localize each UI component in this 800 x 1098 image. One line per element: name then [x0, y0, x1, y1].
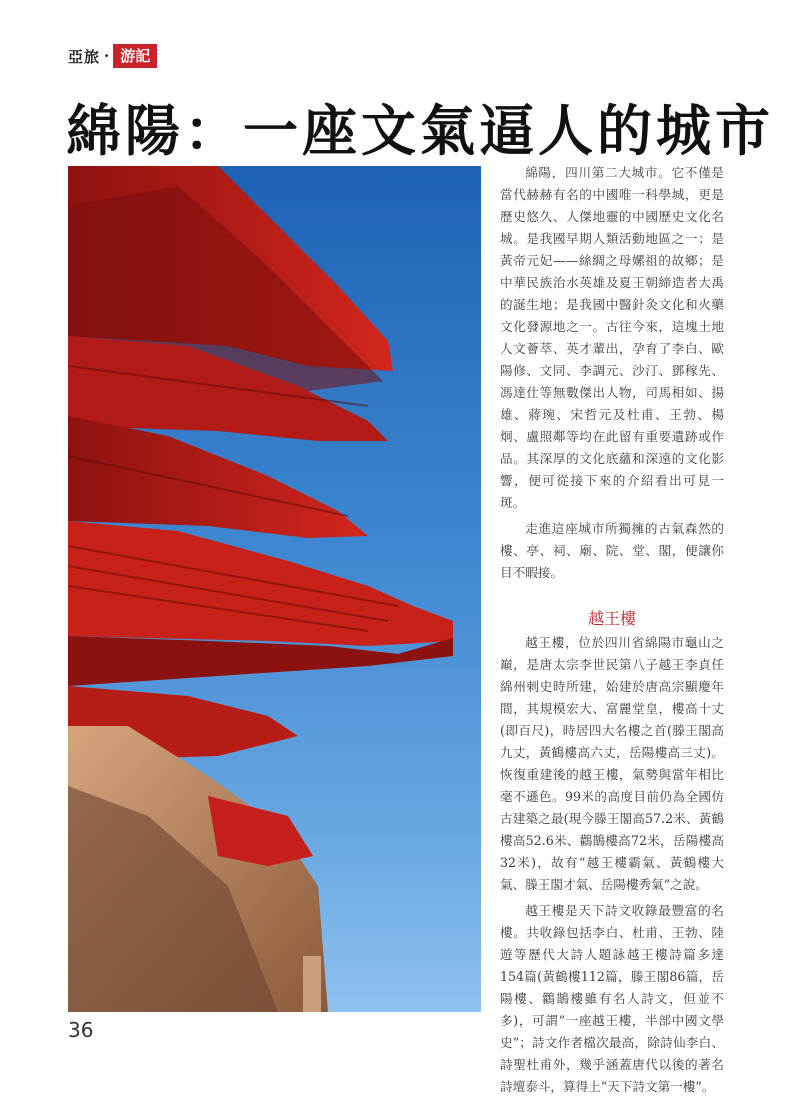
- article-title: 綿陽：一座文氣逼人的城市: [66, 98, 775, 163]
- page-header: [68, 44, 157, 68]
- section-paragraph: 越王樓，位於四川省綿陽市龜山之巔，是唐太宗李世民第八子越王李貞任綿州刺史時所建，始建於唐高宗顯慶年間，其規模宏大、富麗堂皇，樓高十丈(即百尺)，時居四大名樓之首(滕王閣高九丈，黃鶴樓高六丈，岳陽樓高三丈)。恢復重建後的越王樓，氣勢與當年相比毫不遜色。99米的高度目前仍為全國仿古建築之最(現今滕王閣高57.2米、黃鶴樓高52.6米、鸛鵲樓高72米，岳陽樓高32米)，故有“越王樓霸氣、黃鶴樓大氣、滕王閣才氣、岳陽樓秀氣”之說。: [500, 635, 724, 892]
- tower-photo: [68, 166, 481, 1012]
- section-tag: 游記: [113, 44, 157, 68]
- intro-paragraph: 綿陽，四川第二大城市。它不僅是當代赫赫有名的中國唯一科學城，更是歷史悠久、人傑地靈的中國歷史文化名城。是我國早期人類活動地區之一；是黃帝元妃——絲綢之母嫘祖的故鄉；是中華民族治水英雄及夏王朝締造者大禹的誕生地；是我國中醫針灸文化和火藥文化發源地之一。古往今來，這塊土地人文薈萃、英才輩出，孕育了李白、歐陽修、文同、李調元、沙汀、鄧稼先、馮達仕等無數傑出人物，司馬相如、揚雄、蔣琬、宋哲元及杜甫、王勃、楊炯、盧照鄰等均在此留有重要遺跡或作品。其深厚的文化底蘊和深遠的文化影響，便可從接下來的介紹看出可見一斑。: [500, 165, 724, 510]
- section-subhead: 越王樓: [587, 609, 636, 628]
- section-paragraph: 越王樓是天下詩文收錄最豐富的名樓。共收錄包括李白、杜甫、王勃、陸遊等歷代大詩人題詠越王樓詩篇多達154篇(黃鶴樓112篇，滕王閣86篇，岳陽樓、鸛鵲樓雖有名人詩文，但並不多)，可謂“一座越王樓，半部中國文學史”；詩文作者檔次最高，除詩仙李白、詩聖杜甫外，幾乎涵蓋唐代以後的著名詩壇泰斗，算得上“天下詩文第一樓”。: [500, 903, 724, 1094]
- article-body: [500, 162, 724, 1098]
- magazine-brand: 亞旅: [68, 47, 101, 66]
- header-separator: ·: [104, 47, 110, 65]
- intro-paragraph: 走進這座城市所獨擁的古氣森然的樓、亭、祠、廟、院、堂、閣，便讓你目不暇接。: [500, 521, 724, 580]
- page-number: 36: [68, 1018, 94, 1042]
